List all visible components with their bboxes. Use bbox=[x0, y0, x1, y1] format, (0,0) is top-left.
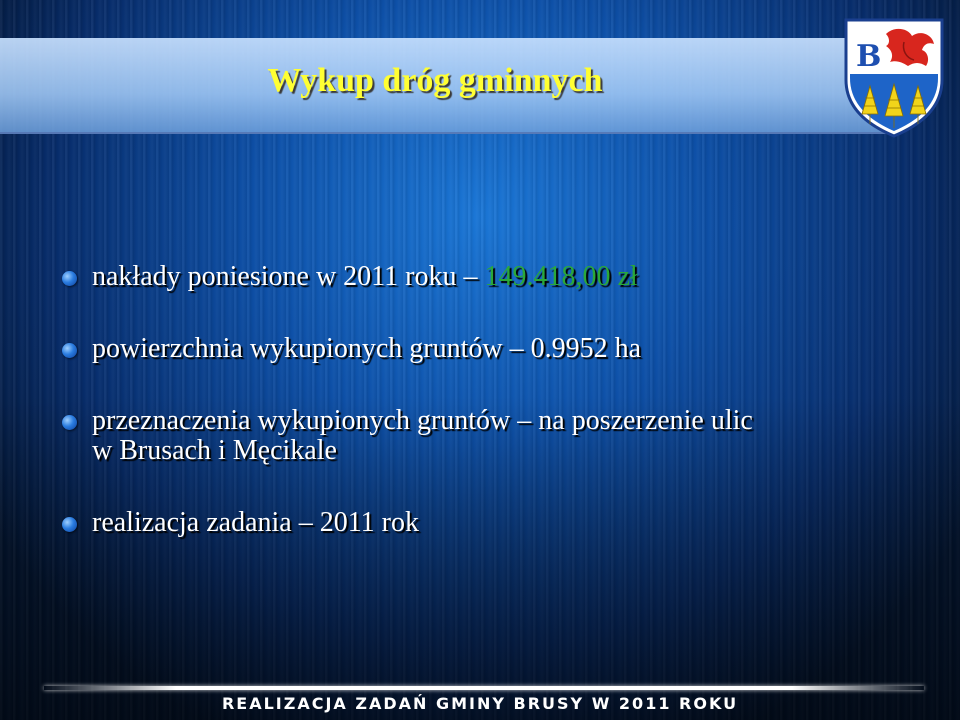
bullet-text-line2: w Brusach i Męcikale bbox=[92, 435, 337, 466]
svg-text:B: B bbox=[856, 39, 882, 74]
footer-divider bbox=[44, 686, 924, 690]
bullet-item-area bbox=[62, 334, 862, 364]
bullet-text: realizacja zadania – 2011 rok bbox=[92, 507, 420, 538]
slide-title: Wykup dróg gminnych bbox=[267, 62, 603, 99]
footer-caption: REALIZACJA ZADAŃ GMINY BRUSY W 2011 ROKU bbox=[221, 694, 739, 713]
bullet-item-realization bbox=[62, 508, 862, 538]
bullet-dot-icon bbox=[62, 517, 77, 532]
amount-highlight: 149.418,00 zł bbox=[484, 261, 638, 292]
bullet-dot-icon bbox=[62, 343, 77, 358]
bullet-dot-icon bbox=[62, 271, 77, 286]
bullet-dot-icon bbox=[62, 415, 77, 430]
bullet-list bbox=[62, 262, 862, 538]
bullet-text: powierzchnia wykupionych gruntów – 0.9952 ha bbox=[92, 333, 641, 364]
coat-of-arms-icon bbox=[842, 16, 946, 140]
bullet-item-expenditure bbox=[62, 262, 862, 292]
bullet-item-purpose bbox=[62, 406, 862, 466]
bullet-text: nakłady poniesione w 2011 roku – bbox=[92, 261, 485, 292]
bullet-text-line1: przeznaczenia wykupionych gruntów – na poszerzenie ulic bbox=[92, 405, 753, 436]
